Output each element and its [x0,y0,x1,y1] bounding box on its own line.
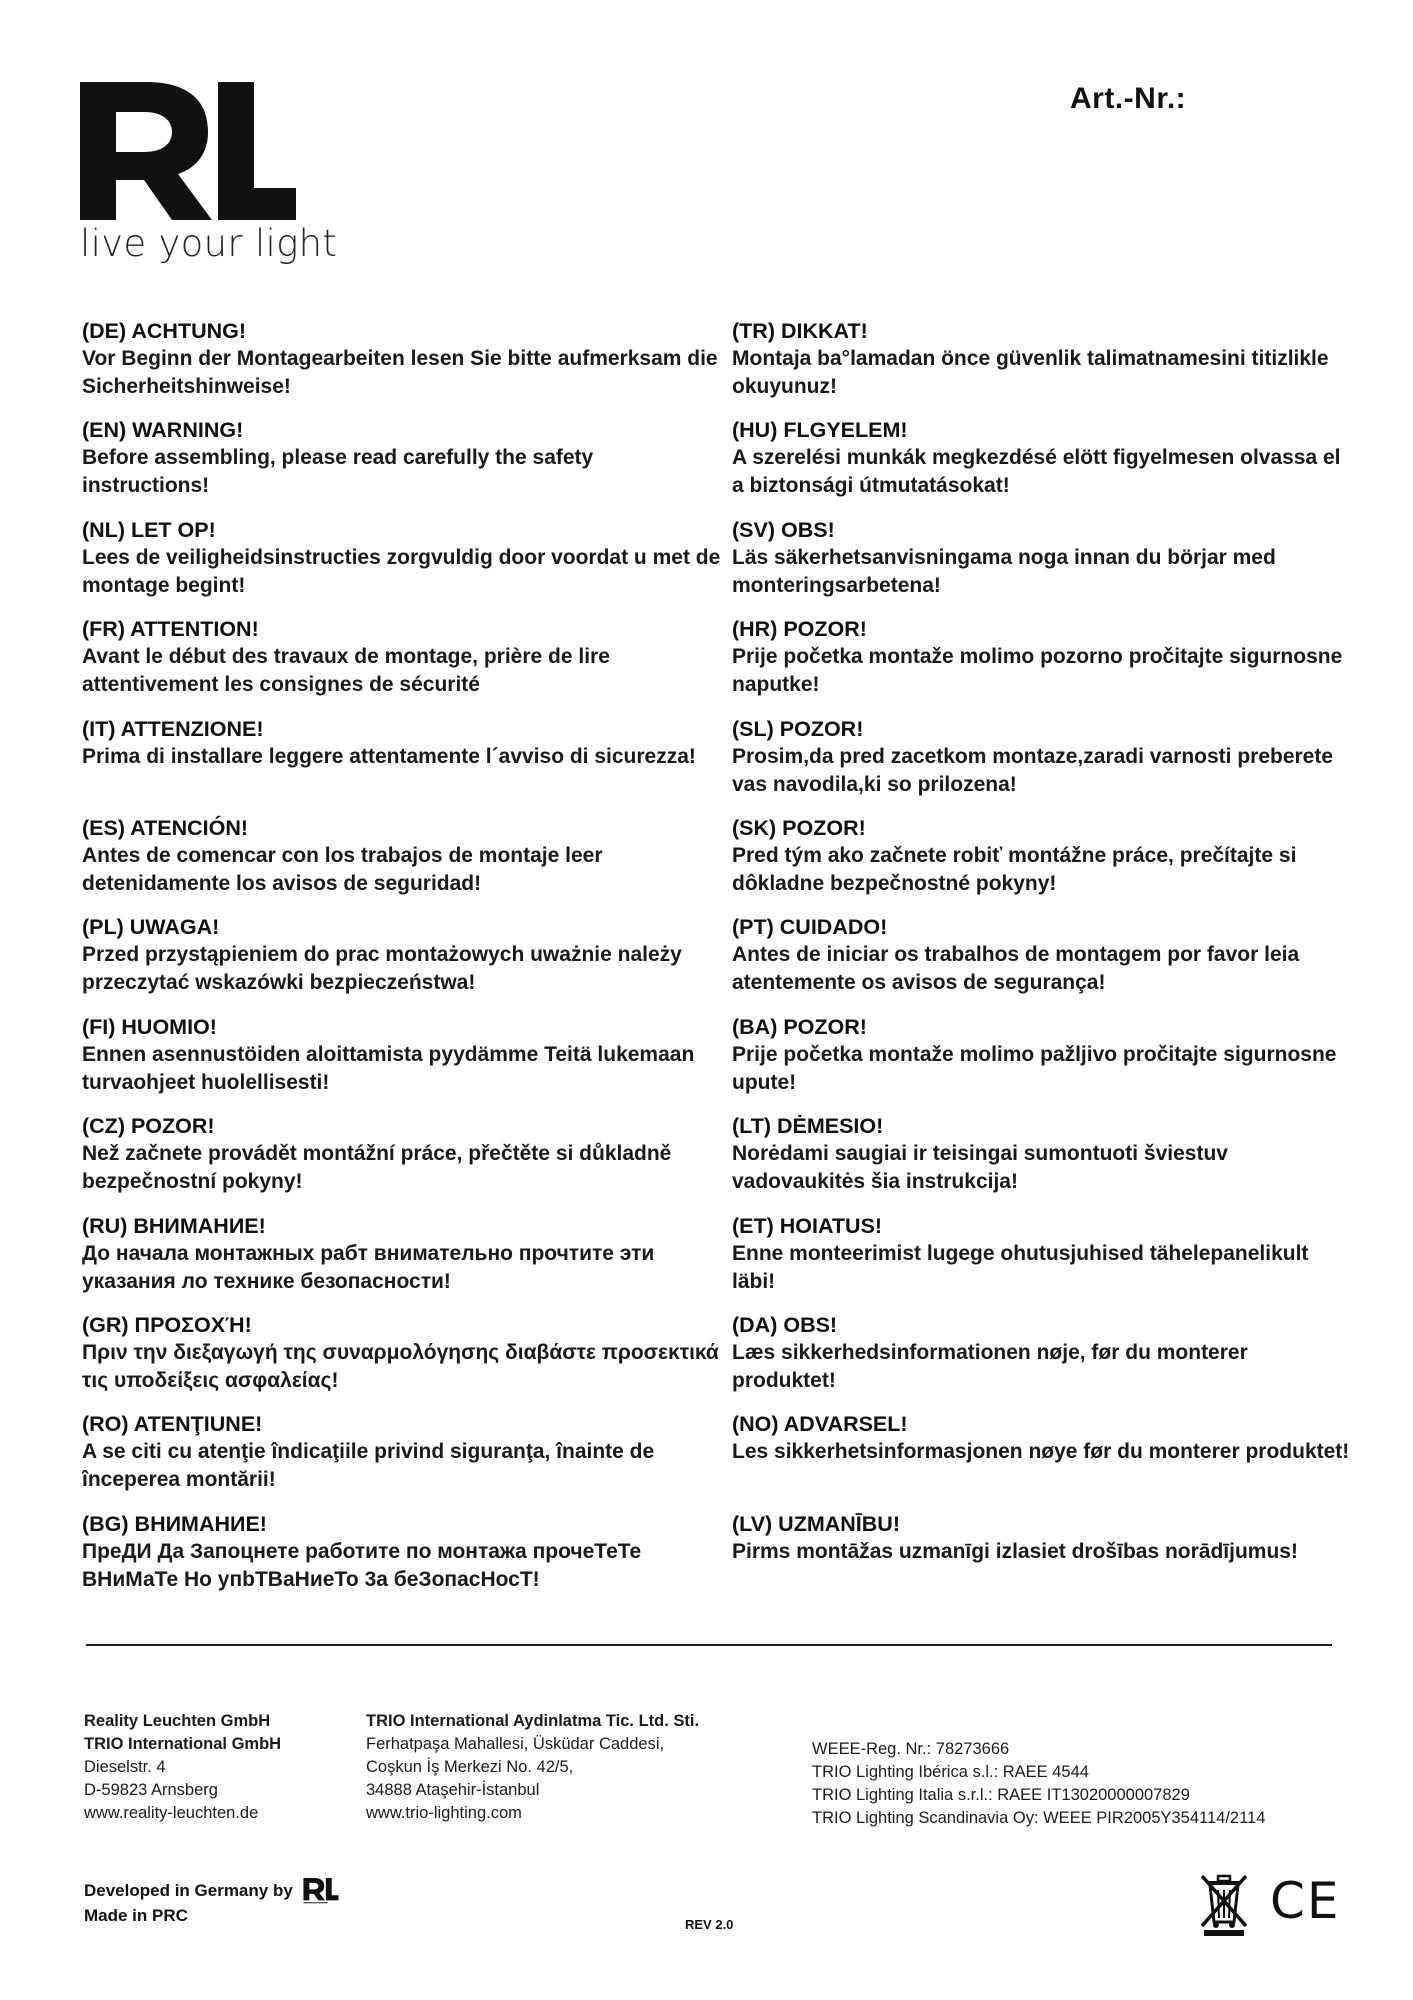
warning-item [82,417,722,516]
rl-logo-mark [80,82,296,220]
rl-mini-logo-icon [303,1878,339,1904]
footer-company-title: TRIO International Aydinlatma Tic. Ltd. Sti. [366,1712,700,1730]
warning-text: Przed przystąpieniem do prac montażowych uważnie należy przeczytać wskazówki bezpieczeństwa! [82,943,682,995]
footer-line: Ferhatpaşa Mahallesi, Üsküdar Caddesi, [366,1735,665,1753]
footer-line: D-59823 Arnsberg [84,1781,218,1799]
warning-text: Vor Beginn der Montagearbeiten lesen Sie bitte aufmerksam die Sicherheitshinweise! [82,347,718,398]
warning-item [82,716,722,815]
warning-heading: (RU) ВНИМАНИЕ! [82,1213,266,1238]
warning-heading: (PL) UWAGA! [82,915,220,940]
warning-text: Avant le début des travaux de montage, prière de lire attentivement les consignes de sécurité [82,645,610,697]
warning-text: Les sikkerhetsinformasjonen nøye før du monterer produktet! [732,1440,1350,1464]
footer-line: Reality Leuchten GmbH [84,1712,271,1730]
warning-text: Než začnete provádět montážní práce, přečtěte si důkladně bezpečnostní pokyny! [82,1142,672,1194]
weee-line: TRIO Lighting Ibérica s.l.: RAEE 4544 [812,1763,1089,1781]
warning-item [82,1312,722,1411]
footer-address-turkey [366,1710,699,1825]
brand-logo [80,82,338,265]
warning-item [732,1312,1352,1411]
warning-heading: (BA) POZOR! [732,1014,867,1039]
divider-line [86,1644,1332,1646]
weee-line: WEEE-Reg. Nr.: 78273666 [812,1740,1010,1758]
warning-heading: (SK) POZOR! [732,815,866,840]
warning-text: A se citi cu atenţie îndicaţiile privind siguranţa, înainte de începerea montării! [82,1440,655,1492]
warning-item [82,1113,722,1212]
footer-website-link[interactable]: www.reality-leuchten.de [84,1804,259,1822]
warning-heading: (BG) ВНИМАНИЕ! [82,1511,267,1536]
warning-heading: (SL) POZOR! [732,716,864,741]
warning-item [732,1213,1352,1312]
warning-item [82,318,722,417]
warning-text: Prosim,da pred zacetkom montaze,zaradi varnosti preberete vas navodila,ki so prilozena! [732,744,1334,796]
warning-text: Before assembling, please read carefully the safety instructions! [82,446,594,498]
warning-heading: (SV) OBS! [732,517,835,542]
warning-heading: (NO) ADVARSEL! [732,1412,908,1437]
warning-heading: (ET) HOIATUS! [732,1213,883,1238]
footer-website-link[interactable]: www.trio-lighting.com [366,1804,522,1822]
warning-heading: (NL) LET OP! [82,517,216,542]
warning-heading: (FR) ATTENTION! [82,617,259,642]
warning-heading: (CZ) POZOR! [82,1114,215,1139]
warning-text: Prije početka montaže molimo pažljivo pročitajte sigurnosne upute! [732,1042,1337,1094]
warning-text: Prima di installare leggere attentamente l´avviso di sicurezza! [82,744,696,768]
warning-item [732,1411,1352,1510]
warning-heading: (HU) FLGYELEM! [732,418,908,443]
warning-item [732,1511,1352,1610]
warning-item [82,815,722,914]
origin-info [84,1878,339,1928]
warning-text: Antes de iniciar os trabalhos de montagem por favor leia atentemente os avisos de segurança! [732,943,1300,995]
warning-text: Prije početka montaže molimo pozorno pročitajte sigurnosne naputke! [732,645,1343,697]
warning-text: Enne monteerimist lugege ohutusjuhised tähelepanelikult läbi! [732,1241,1309,1293]
made-in-text: Made in PRC [84,1906,188,1925]
brand-tagline: live your light [80,222,338,265]
warning-text: A szerelési munkák megkezdésé elött figyelmesen olvassa el a biztonsági útmutatásokat! [732,446,1341,498]
article-number-label: Art.-Nr.: [1070,82,1187,115]
warning-text: Ennen asennustöiden aloittamista pyydämme Teitä lukemaan turvaohjeet huolellisesti! [82,1042,695,1094]
warning-heading: (PT) CUIDADO! [732,915,888,940]
footer-address-germany [84,1710,281,1825]
warning-heading: (IT) ATTENZIONE! [82,716,264,741]
warning-heading: (DE) ACHTUNG! [82,319,247,343]
warnings-column-left [82,318,722,1610]
warning-item [732,1113,1352,1212]
warning-text: Pred tým ako začnete robiť montážne práce, prečítajte si dôkladne bezpečnostné pokyny! [732,843,1297,895]
warning-heading: (TR) DIKKAT! [732,319,868,343]
developed-in-text: Developed in Germany by [84,1881,293,1900]
warning-item [82,1511,722,1610]
warning-heading: (HR) POZOR! [732,617,867,642]
warning-text: Lees de veiligheidsinstructies zorgvuldig door voordat u met de montage begint! [82,545,721,597]
warning-text: Norėdami saugiai ir teisingai sumontuoti šviestuv vadovaukitės šia instrukcija! [732,1142,1228,1194]
warning-text: До начала монтажных рабт внимательно прочтите эти указания ло технике безопасности! [82,1241,655,1293]
warning-text: Montaja ba°lamadan önce güvenlik talimatnamesini titizlikle okuyunuz! [732,347,1329,398]
warning-text: Læs sikkerhedsinformationen nøje, før du monterer produktet! [732,1340,1248,1392]
warning-item [732,815,1352,914]
warning-text: Πριν την διεξαγωγή της συναρμολόγησης διαβάστε προσεκτικά τις υποδείξεις ασφαλείας! [82,1340,719,1392]
warning-text: Pirms montāžas uzmanīgi izlasiet drošības norādījumus! [732,1539,1298,1563]
footer-line: Coşkun İş Merkezi No. 42/5, [366,1758,574,1776]
footer-weee-registrations [812,1738,1348,1830]
warning-heading: (RO) ATENŢIUNE! [82,1412,263,1437]
warning-heading: (LT) DĖMESIO! [732,1114,884,1139]
footer-line: TRIO International GmbH [84,1735,282,1753]
ce-mark-icon: CE [1270,1872,1341,1930]
warning-item [82,616,722,715]
warning-heading: (EN) WARNING! [82,418,244,443]
footer-line: 34888 Ataşehir-İstanbul [366,1781,540,1799]
warning-item [82,1014,722,1113]
warning-item [732,1014,1352,1113]
warnings-column-right [732,318,1352,1610]
warning-item [82,517,722,616]
warning-heading: (LV) UZMANĪBU! [732,1511,900,1536]
weee-line: TRIO Lighting Italia s.r.l.: RAEE IT13020000007829 [812,1786,1190,1804]
warning-item [732,616,1352,715]
weee-crossed-bin-icon [1196,1872,1252,1936]
warning-item [82,1411,722,1510]
warning-text: ПреДИ Да Запоцнете работите по монтажа прочеТеТе ВНиМаТе Но упbТВаНиеТо 3а беЗопасНосТ! [82,1539,642,1591]
warning-heading: (DA) OBS! [732,1312,838,1337]
warning-item [732,716,1352,815]
warning-heading: (ES) ATENCIÓN! [82,815,249,840]
warning-heading: (FI) HUOMIO! [82,1014,217,1039]
warning-text: Antes de comencar con los trabajos de montaje leer detenidamente los avisos de seguridad! [82,843,603,895]
revision-label: REV 2.0 [685,1917,734,1932]
warning-item [82,1213,722,1312]
warning-item [732,517,1352,616]
warning-item [82,914,722,1013]
weee-line: TRIO Lighting Scandinavia Oy: WEEE PIR2005Y354114/2114 [812,1809,1266,1827]
warning-heading: (GR) ΠΡΟΣΟΧΉ! [82,1312,252,1337]
warning-text: Läs säkerhetsanvisningama noga innan du börjar med monteringsarbetena! [732,545,1276,597]
warning-item [732,417,1352,516]
warning-item [732,318,1352,417]
warning-item [732,914,1352,1013]
footer-line: Dieselstr. 4 [84,1758,166,1776]
